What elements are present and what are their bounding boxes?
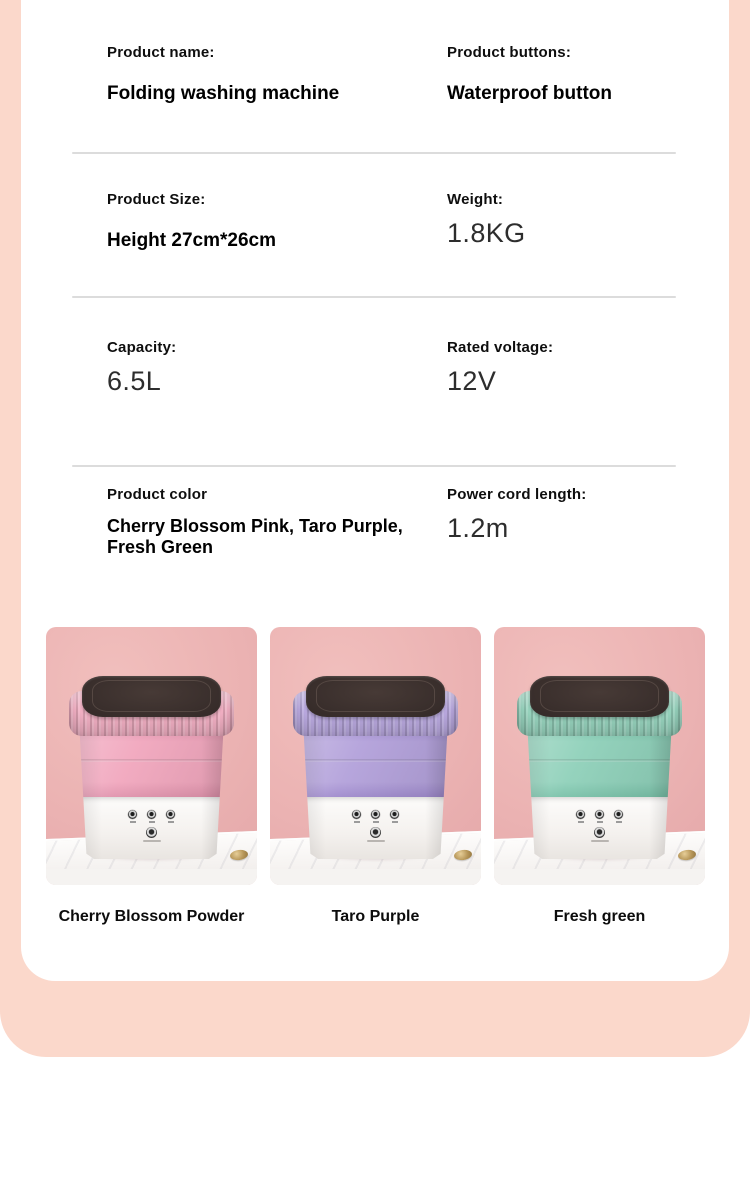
machine-body: [74, 728, 229, 859]
product-buttons-label: Product buttons:: [447, 44, 572, 61]
timer-button-icon: [166, 810, 175, 819]
power-button-icon: [128, 810, 137, 819]
spec-row-capacity-voltage: [107, 339, 707, 396]
machine-body: [522, 728, 677, 859]
brand-logo-text: [367, 840, 385, 842]
mode-button-icon: [371, 810, 380, 819]
power-button-icon: [352, 810, 361, 819]
color-variant-gallery: [46, 627, 706, 926]
weight-value: 1.8KG: [447, 218, 526, 248]
spec-cell: [107, 191, 447, 252]
spec-cell: [107, 486, 447, 558]
spec-row-name-buttons: [107, 44, 707, 105]
counter-front: [46, 869, 257, 885]
spec-row-size-weight: [107, 191, 707, 252]
spec-card: [21, 0, 729, 981]
product-photo: [46, 627, 257, 885]
spec-cell: [447, 44, 707, 105]
brand-logo-text: [143, 840, 161, 842]
counter-front: [494, 869, 705, 885]
product-color-value: Cherry Blossom Pink, Taro Purple, Fresh Green: [107, 516, 403, 557]
machine-lid: [530, 676, 669, 717]
product-photo: [270, 627, 481, 885]
weight-label: Weight:: [447, 191, 504, 208]
power-cord-length-value: 1.2m: [447, 513, 509, 543]
spec-cell: [447, 486, 707, 558]
timer-button-icon: [390, 810, 399, 819]
machine-body-white: [298, 797, 453, 859]
control-buttons: [522, 797, 677, 819]
product-variant-green: [494, 627, 705, 926]
machine-body-white: [522, 797, 677, 859]
product-variant-pink: [46, 627, 257, 926]
product-name-label: Product name:: [107, 44, 215, 61]
machine-body-white: [74, 797, 229, 859]
divider: [72, 296, 676, 298]
mode-button-icon: [147, 810, 156, 819]
brand-logo-icon: [146, 827, 157, 838]
control-buttons: [298, 797, 453, 819]
divider: [72, 152, 676, 154]
machine-lid: [306, 676, 445, 717]
mode-button-icon: [595, 810, 604, 819]
brand-logo-icon: [370, 827, 381, 838]
button-labels: [74, 821, 229, 823]
power-button-icon: [576, 810, 585, 819]
machine-body-colored: [522, 728, 677, 797]
variant-caption: Fresh green: [553, 908, 646, 925]
divider: [72, 465, 676, 467]
counter-front: [270, 869, 481, 885]
capacity-label: Capacity:: [107, 339, 177, 356]
capacity-value: 6.5L: [107, 366, 162, 396]
spec-cell: [447, 339, 707, 396]
machine-lid: [82, 676, 221, 717]
spec-cell: [107, 44, 447, 105]
product-photo: [494, 627, 705, 885]
product-size-value: Height 27cm*26cm: [107, 230, 276, 251]
product-buttons-value: Waterproof button: [447, 83, 612, 104]
brand-logo-text: [591, 840, 609, 842]
machine-body-colored: [74, 728, 229, 797]
brand-logo-icon: [594, 827, 605, 838]
control-buttons: [74, 797, 229, 819]
timer-button-icon: [614, 810, 623, 819]
product-size-label: Product Size:: [107, 191, 206, 208]
product-name-value: Folding washing machine: [107, 83, 340, 104]
variant-caption: Cherry Blossom Powder: [58, 908, 245, 925]
machine-body: [298, 728, 453, 859]
spec-cell: [447, 191, 707, 252]
spec-row-color-cord: [107, 486, 707, 558]
rated-voltage-value: 12V: [447, 366, 497, 396]
spec-cell: [107, 339, 447, 396]
power-cord-length-label: Power cord length:: [447, 486, 587, 503]
button-labels: [522, 821, 677, 823]
product-color-label: Product color: [107, 486, 208, 503]
rated-voltage-label: Rated voltage:: [447, 339, 554, 356]
variant-caption: Taro Purple: [331, 908, 420, 925]
machine-body-colored: [298, 728, 453, 797]
button-labels: [298, 821, 453, 823]
product-variant-purple: [270, 627, 481, 926]
